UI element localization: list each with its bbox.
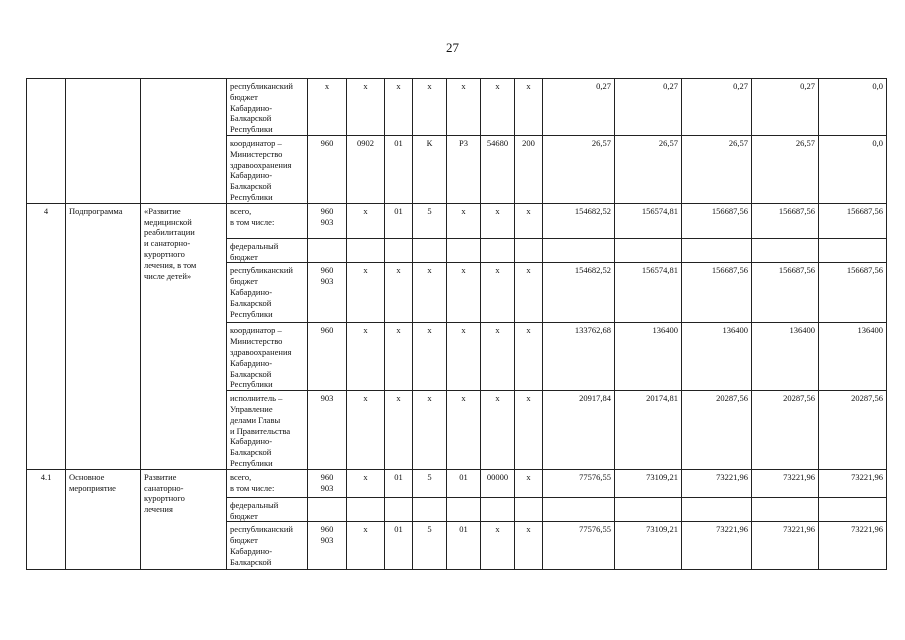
cell-rzpr	[347, 238, 385, 263]
cell-year-4: 73221,96	[752, 522, 819, 570]
cell-gp: x	[385, 323, 413, 391]
cell-year-2: 156574,81	[615, 263, 682, 323]
cell-csr: x	[481, 323, 515, 391]
cell-csr	[481, 497, 515, 522]
cell-year-5: 73221,96	[819, 522, 887, 570]
cell-year-4: 136400	[752, 323, 819, 391]
cell-gp: 01	[385, 469, 413, 497]
cell-funding-source: федеральный бюджет	[227, 497, 308, 522]
cell-pgp: x	[413, 263, 447, 323]
cell-year-1: 77576,55	[543, 522, 615, 570]
cell-gp: x	[385, 391, 413, 470]
cell-rzpr: x	[347, 391, 385, 470]
cell-kind: Подпрограмма	[66, 203, 141, 469]
cell-year-3: 73221,96	[682, 522, 752, 570]
cell-year-1	[543, 497, 615, 522]
cell-csr: x	[481, 203, 515, 238]
cell-grbs: 960 903	[308, 522, 347, 570]
cell-om: 01	[447, 522, 481, 570]
budget-table	[26, 78, 887, 570]
cell-pgp: x	[413, 391, 447, 470]
cell-year-2: 0,27	[615, 79, 682, 136]
cell-rzpr: x	[347, 203, 385, 238]
table-row	[27, 203, 887, 238]
cell-funding-source: координатор – Министерство здравоохранения Кабардино- Балкарской Республики	[227, 323, 308, 391]
cell-grbs: 960	[308, 135, 347, 203]
cell-number: 4.1	[27, 469, 66, 570]
table-body	[27, 79, 887, 570]
cell-year-4	[752, 238, 819, 263]
cell-pgp: x	[413, 79, 447, 136]
cell-year-4: 73221,96	[752, 469, 819, 497]
cell-year-1: 154682,52	[543, 203, 615, 238]
cell-csr: 54680	[481, 135, 515, 203]
table-row	[27, 469, 887, 497]
cell-year-2: 26,57	[615, 135, 682, 203]
cell-year-3: 26,57	[682, 135, 752, 203]
cell-gp: x	[385, 79, 413, 136]
cell-pgp: x	[413, 323, 447, 391]
cell-gp	[385, 238, 413, 263]
cell-rzpr: x	[347, 79, 385, 136]
cell-om: 01	[447, 469, 481, 497]
cell-name: «Развитие медицинской реабилитации и санаторно- курортного лечения, в том числе детей»	[141, 203, 227, 469]
cell-grbs	[308, 238, 347, 263]
cell-pgp	[413, 497, 447, 522]
cell-gp: x	[385, 263, 413, 323]
cell-year-5: 0,0	[819, 135, 887, 203]
cell-year-2: 20174,81	[615, 391, 682, 470]
cell-year-2: 73109,21	[615, 469, 682, 497]
cell-year-5: 136400	[819, 323, 887, 391]
cell-csr: x	[481, 263, 515, 323]
cell-grbs	[308, 497, 347, 522]
cell-om: x	[447, 391, 481, 470]
cell-vr	[515, 497, 543, 522]
cell-year-5: 73221,96	[819, 469, 887, 497]
cell-year-2	[615, 238, 682, 263]
cell-year-4: 0,27	[752, 79, 819, 136]
cell-year-3	[682, 238, 752, 263]
cell-year-1: 77576,55	[543, 469, 615, 497]
cell-gp: 01	[385, 203, 413, 238]
cell-funding-source: федеральный бюджет	[227, 238, 308, 263]
cell-year-1: 154682,52	[543, 263, 615, 323]
cell-csr: 00000	[481, 469, 515, 497]
cell-year-5	[819, 238, 887, 263]
cell-kind: Основное мероприятие	[66, 469, 141, 570]
cell-om: x	[447, 203, 481, 238]
cell-gp: 01	[385, 522, 413, 570]
cell-year-3: 20287,56	[682, 391, 752, 470]
cell-funding-source: координатор – Министерство здравоохранения Кабардино- Балкарской Республики	[227, 135, 308, 203]
cell-kind	[66, 79, 141, 204]
cell-year-4: 26,57	[752, 135, 819, 203]
cell-year-4	[752, 497, 819, 522]
cell-year-3: 73221,96	[682, 469, 752, 497]
cell-pgp: К	[413, 135, 447, 203]
cell-name: Развитие санаторно- курортного лечения	[141, 469, 227, 570]
cell-csr	[481, 238, 515, 263]
cell-pgp: 5	[413, 203, 447, 238]
table-row	[27, 79, 887, 136]
cell-funding-source: республиканский бюджет Кабардино- Балкарской	[227, 522, 308, 570]
cell-funding-source: исполнитель – Управление делами Главы и Правительства Кабардино- Балкарской Республики	[227, 391, 308, 470]
cell-rzpr: 0902	[347, 135, 385, 203]
cell-year-4: 156687,56	[752, 263, 819, 323]
cell-year-2: 156574,81	[615, 203, 682, 238]
cell-grbs: 960 903	[308, 263, 347, 323]
cell-year-1: 20917,84	[543, 391, 615, 470]
cell-pgp	[413, 238, 447, 263]
cell-gp: 01	[385, 135, 413, 203]
cell-name	[141, 79, 227, 204]
cell-csr: x	[481, 391, 515, 470]
cell-year-3: 156687,56	[682, 203, 752, 238]
cell-grbs: x	[308, 79, 347, 136]
cell-rzpr: x	[347, 522, 385, 570]
cell-grbs: 903	[308, 391, 347, 470]
cell-vr	[515, 238, 543, 263]
cell-pgp: 5	[413, 522, 447, 570]
cell-rzpr: x	[347, 469, 385, 497]
cell-year-2: 73109,21	[615, 522, 682, 570]
cell-year-2: 136400	[615, 323, 682, 391]
cell-vr: x	[515, 391, 543, 470]
cell-year-2	[615, 497, 682, 522]
cell-csr: x	[481, 79, 515, 136]
cell-year-1: 133762,68	[543, 323, 615, 391]
cell-grbs: 960 903	[308, 469, 347, 497]
cell-vr: x	[515, 469, 543, 497]
cell-vr: x	[515, 79, 543, 136]
cell-rzpr	[347, 497, 385, 522]
cell-year-3	[682, 497, 752, 522]
cell-vr: 200	[515, 135, 543, 203]
cell-number: 4	[27, 203, 66, 469]
cell-funding-source: республиканский бюджет Кабардино- Балкарской Республики	[227, 79, 308, 136]
cell-pgp: 5	[413, 469, 447, 497]
cell-year-1	[543, 238, 615, 263]
cell-funding-source: республиканский бюджет Кабардино- Балкарской Республики	[227, 263, 308, 323]
cell-year-5	[819, 497, 887, 522]
cell-year-5: 156687,56	[819, 203, 887, 238]
cell-year-5: 20287,56	[819, 391, 887, 470]
cell-funding-source: всего, в том числе:	[227, 203, 308, 238]
cell-year-3: 156687,56	[682, 263, 752, 323]
cell-year-1: 0,27	[543, 79, 615, 136]
cell-vr: x	[515, 323, 543, 391]
cell-vr: x	[515, 203, 543, 238]
cell-year-4: 156687,56	[752, 203, 819, 238]
cell-grbs: 960	[308, 323, 347, 391]
cell-om	[447, 497, 481, 522]
cell-vr: x	[515, 522, 543, 570]
cell-year-5: 156687,56	[819, 263, 887, 323]
cell-year-5: 0,0	[819, 79, 887, 136]
cell-vr: x	[515, 263, 543, 323]
page-number: 27	[446, 40, 459, 55]
cell-rzpr: x	[347, 263, 385, 323]
cell-year-3: 136400	[682, 323, 752, 391]
cell-grbs: 960 903	[308, 203, 347, 238]
cell-om: Р3	[447, 135, 481, 203]
cell-om: x	[447, 79, 481, 136]
cell-om: x	[447, 323, 481, 391]
cell-rzpr: x	[347, 323, 385, 391]
cell-year-3: 0,27	[682, 79, 752, 136]
cell-year-4: 20287,56	[752, 391, 819, 470]
cell-funding-source: всего, в том числе:	[227, 469, 308, 497]
cell-number	[27, 79, 66, 204]
cell-gp	[385, 497, 413, 522]
cell-om: x	[447, 263, 481, 323]
cell-csr: x	[481, 522, 515, 570]
cell-year-1: 26,57	[543, 135, 615, 203]
cell-om	[447, 238, 481, 263]
